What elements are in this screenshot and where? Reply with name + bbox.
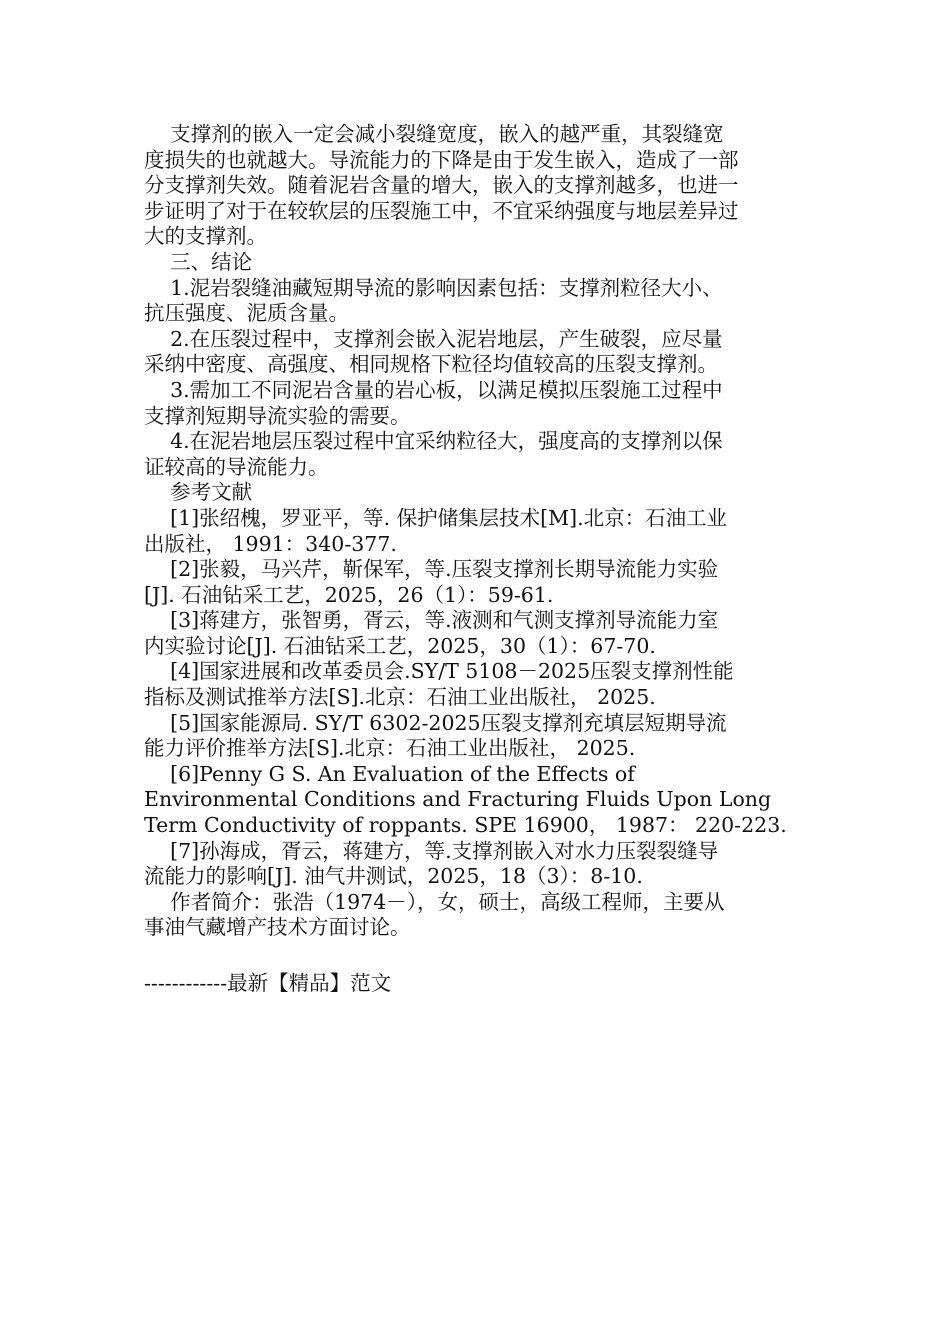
text-line: 度损失的也就越大。导流能力的下降是由于发生嵌入，造成了一部 [144, 147, 739, 172]
reference-line: [6]Penny G S. An Evaluation of the Effects of [144, 761, 635, 786]
author-bio-line: 作者简介：张浩（1974－），女，硕士，高级工程师，主要从 [144, 889, 725, 914]
references-heading: 参考文献 [144, 480, 253, 505]
document-body [144, 122, 808, 941]
reference-line: [4]国家进展和改革委员会.SY/T 5108－2025压裂支撑剂性能 [144, 659, 734, 684]
text-line: 支撑剂的嵌入一定会减小裂缝宽度，嵌入的越严重，其裂缝宽 [144, 122, 724, 146]
text-line: 4.在泥岩地层压裂过程中宜采纳粒径大，强度高的支撑剂以保 [144, 429, 723, 454]
text-line: 采纳中密度、高强度、相同规格下粒径均值较高的压裂支撑剂。 [144, 352, 718, 377]
reference-line: [5]国家能源局. SY/T 6302-2025压裂支撑剂充填层短期导流 [144, 710, 727, 735]
reference-line: 内实验讨论[J]. 石油钻采工艺，2025，30（1）：67-70. [144, 633, 656, 658]
reference-line: [J]. 石油钻采工艺，2025，26（1）：59-61. [144, 582, 554, 607]
text-line: 3.需加工不同泥岩含量的岩心板，以满足模拟压裂施工过程中 [144, 377, 723, 402]
text-line: 分支撑剂失效。随着泥岩含量的增大，嵌入的支撑剂越多，也进一 [144, 173, 739, 198]
reference-line: 流能力的影响[J]. 油气井测试，2025，18（3）：8-10. [144, 864, 643, 889]
text-line: 证较高的导流能力。 [144, 454, 329, 479]
text-line: 抗压强度、泥质含量。 [144, 301, 349, 326]
text-line: 支撑剂短期导流实验的需要。 [144, 403, 411, 428]
text-line: 2.在压裂过程中，支撑剂会嵌入泥岩地层，产生破裂，应尽量 [144, 326, 723, 351]
reference-line: 出版社， 1991：340-377. [144, 531, 397, 556]
text-line: 1.泥岩裂缝油藏短期导流的影响因素包括：支撑剂粒径大小、 [144, 275, 723, 300]
reference-line: [2]张毅，马兴芹，靳保军，等.压裂支撑剂长期导流能力实验 [144, 557, 719, 582]
reference-line: 指标及测试推举方法[S].北京：石油工业出版社， 2025. [144, 685, 656, 710]
reference-line: [1]张绍槐，罗亚平，等. 保护储集层技术[M].北京：石油工业 [144, 505, 728, 530]
reference-line: [3]蒋建方，张智勇，胥云，等.液测和气测支撑剂导流能力室 [144, 608, 719, 633]
author-bio-line: 事油气藏增产技术方面讨论。 [144, 915, 411, 940]
reference-line: Environmental Conditions and Fracturing Fluids Upon Long [144, 787, 772, 812]
footer-text: ------------最新【精品】范文 [144, 971, 392, 995]
reference-line: Term Conductivity of roppants. SPE 16900， 1987： 220-223. [144, 813, 787, 838]
reference-line: [7]孙海成，胥云，蒋建方，等.支撑剂嵌入对水力压裂裂缝导 [144, 838, 719, 863]
text-line: 步证明了对于在较软层的压裂施工中，不宜采纳强度与地层差异过 [144, 198, 739, 223]
section-heading: 三、结论 [144, 249, 253, 274]
text-line: 大的支撑剂。 [144, 224, 267, 249]
reference-line: 能力评价推举方法[S].北京：石油工业出版社， 2025. [144, 736, 636, 761]
